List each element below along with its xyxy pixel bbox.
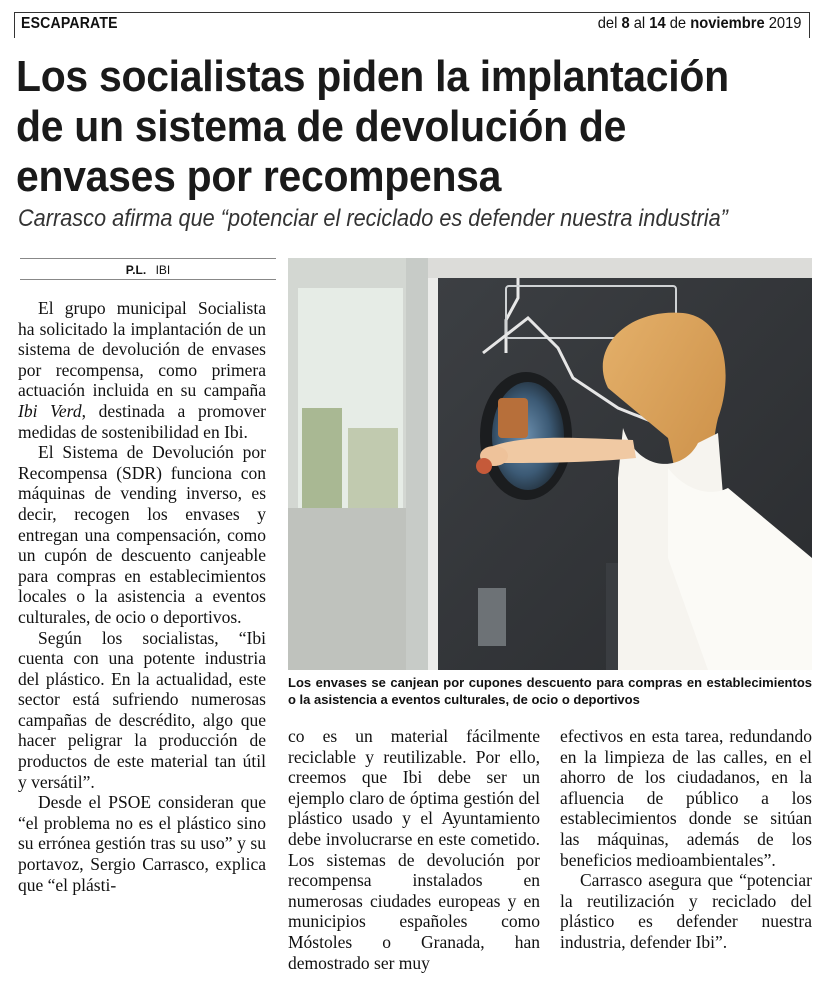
headline: Los socialistas piden la implantación de un sistema de devolución de envases por recompensa bbox=[16, 52, 729, 201]
byline-author: P.L. bbox=[125, 263, 147, 277]
article-column-1 bbox=[18, 298, 266, 895]
paragraph-2: El Sistema de Devolución por Recompensa (SDR) funciona con máquinas de vending inverso, es decir, recogen los envases y entregan una compensación, como un cupón de descuento canjeable para compras en establecimientos locales o la asistencia a eventos culturales, de ocio o deportivos. bbox=[18, 442, 266, 627]
article-column-3 bbox=[560, 726, 812, 953]
paragraph-4-continued: co es un material fácilmente reciclable y reutilizable. Por ello, creemos que Ibi debe ser un ejemplo claro de óptima gestión del plástico usado y el Ayuntamiento debe involucrarse en este cometido. Los sistemas de devolución por recompensa instalados en numerosas ciudades europeas y en municipios españoles como Móstoles o Granada, han demostrado ser muy bbox=[288, 726, 540, 973]
subtitle: Carrasco afirma que “potenciar el reciclado es defender nuestra industria” bbox=[18, 205, 728, 232]
paragraph-4: Desde el PSOE consideran que “el problema no es el plástico sino su errónea gestión tras su uso” y su portavoz, Sergio Carrasco, explica que “el plásti- bbox=[18, 792, 266, 895]
section-label: ESCAPARATE bbox=[21, 15, 118, 32]
byline-place: IBI bbox=[155, 263, 171, 277]
paragraph-1: El grupo municipal Socialista ha solicitado la implantación de un sistema de devolución de envases por recompensa, como primera actuación incluida en su campaña Ibi Verd, destinada a promover medidas de sostenibilidad en Ibi. bbox=[18, 298, 267, 442]
issue-date: del 8 al 14 de noviembre 2019 bbox=[597, 15, 801, 32]
paragraph-5: Carrasco asegura que “potenciar la reutilización y reciclado del plástico es defender nuestra industria, defender Ibi”. bbox=[560, 870, 812, 952]
article-column-2 bbox=[288, 726, 540, 973]
section-header bbox=[14, 12, 810, 38]
paragraph-3: Según los socialistas, “Ibi cuenta con una potente industria del plástico. En la actualidad, este sector está sufriendo numerosas campañas de descrédito, algo que hacer peligrar la producción de productos de este material tan útil y versátil”. bbox=[18, 627, 266, 792]
paragraph-4-end: efectivos en esta tarea, redundando en la limpieza de las calles, en el ahorro de los ciudadanos, en la afluencia de público a los establecimientos donde se sitúan las máquinas, además de los beneficios medioambientales”. bbox=[560, 726, 812, 870]
byline bbox=[20, 258, 276, 280]
article-photo bbox=[288, 258, 812, 670]
photo-caption: Los envases se canjean por cupones descuento para compras en establecimientos o la asistencia a eventos culturales, de ocio o deportivos bbox=[288, 675, 812, 707]
